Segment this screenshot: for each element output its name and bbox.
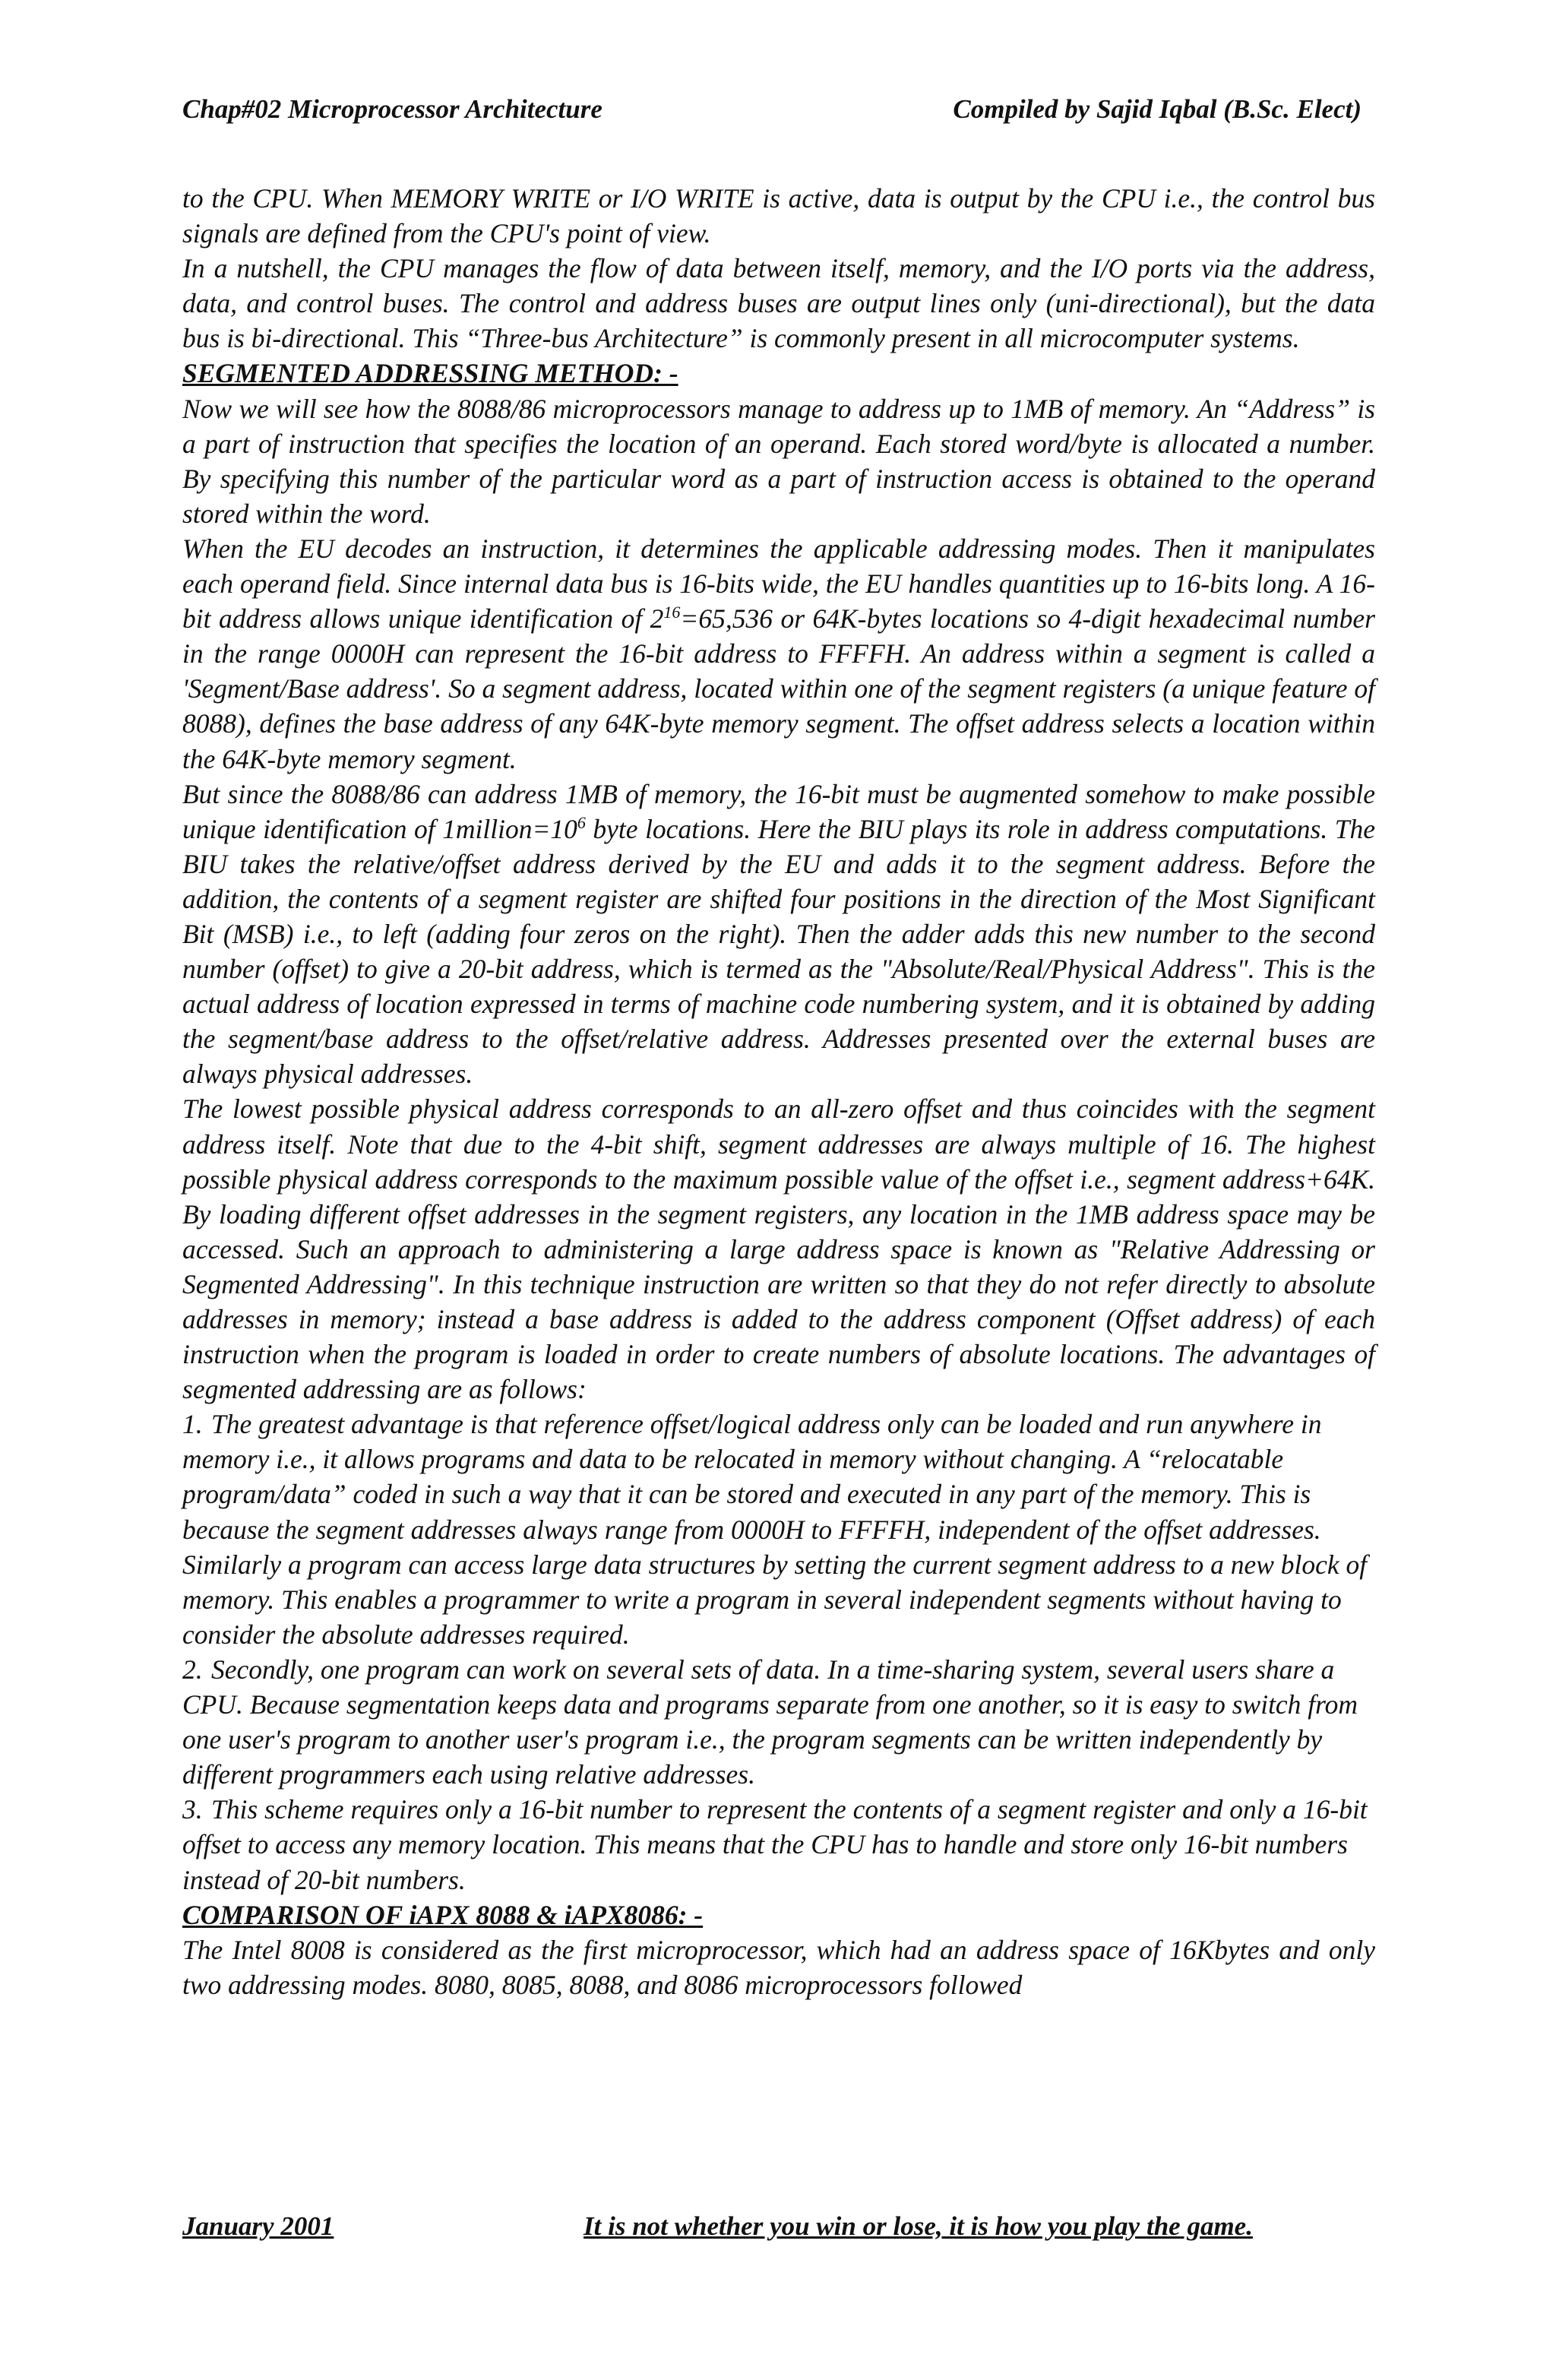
paragraph-biu-computation: [182, 777, 1375, 1092]
paragraph-lowest-address: The lowest possible physical address corresponds to an all-zero offset and thus coincides with the segment address itself. Note that due to the 4-bit shift, segment addresses are always multiple of 16. The highest possible physical address corresponds to the maximum possible value of the offset i.e., segment address+64K. By loading different offset addresses in the segment registers, any location in the 1MB address space may be accessed. Such an approach to administering a large address space is known as "Relative Addressing or Segmented Addressing". In this technique instruction are written so that they do not refer directly to absolute addresses in memory; instead a base address is added to the address component (Offset address) of each instruction when the program is loaded in order to create numbers of absolute locations. The advantages of segmented addressing are as follows:: [182, 1093, 1375, 1405]
list-item-advantage-3: [182, 1792, 1375, 1897]
section-heading-segmented-addressing: [182, 356, 1375, 391]
section-heading-text: COMPARISON OF iAPX 8088 & iAPX8086: [182, 1899, 678, 1930]
paragraph-control-bus: to the CPU. When MEMORY WRITE or I/O WRITE is active, data is output by the CPU i.e., the control bus signals are defined from the CPU's point of view.: [182, 183, 1375, 249]
text-run: byte locations. Here the BIU plays its role in address computations. The BIU takes the relative/offset address derived by the EU and adds it to the segment address. Before the addition, the contents of a segment register are shifted four positions in the direction of the Most Significant Bit (MSB) i.e., to left (adding four zeros on the right). Then the adder adds this new number to the second number (offset) to give a 20-bit address, which is termed as the "Absolute/Real/Physical Address". This is the actual address of location expressed in terms of machine code numbering system, and it is obtained by adding the segment/base address to the offset/relative address. Addresses presented over the external buses are always physical addresses.: [182, 813, 1375, 1090]
header-compiler-credit: Compiled by Sajid Iqbal (B.Sc. Elect): [953, 94, 1362, 124]
section-heading-tail: : -: [653, 358, 678, 389]
paragraph-three-bus: In a nutshell, the CPU manages the flow of data between itself, memory, and the I/O ports via the address, data, and control buses. The control and address buses are output lines only (uni-directional), but the data bus is bi-directional. This “Three-bus Architecture” is commonly present in all microcomputer systems.: [182, 253, 1375, 354]
paragraph-eu-decodes: [182, 531, 1375, 777]
body-text: [182, 181, 1375, 2002]
superscript: 16: [663, 603, 681, 622]
paragraph-intel-8008: The Intel 8008 is considered as the first microprocessor, which had an address space of 16Kbytes and only two addressing modes. 8080, 8085, 8088, and 8086 microprocessors followed: [182, 1934, 1375, 2000]
section-heading-comparison: [182, 1897, 1375, 1932]
list-item-text: This scheme requires only a 16-bit number to represent the contents of a segment register and only a 16-bit offset to access any memory location. This means that the CPU has to handle and store only 16-bit numbers instead of 20-bit numbers.: [182, 1794, 1368, 1895]
list-number: 2.: [182, 1654, 203, 1685]
header-chapter-title: Chap#02 Microprocessor Architecture: [182, 94, 602, 124]
footer-quote: It is not whether you win or lose, it is how you play the game.: [584, 2211, 1253, 2241]
section-heading-text: SEGMENTED ADDRESSING METHOD: [182, 358, 654, 389]
paragraph-address-definition: Now we will see how the 8088/86 microprocessors manage to address up to 1MB of memory. An “Address” is a part of instruction that specifies the location of an operand. Each stored word/byte is allocated a number. By specifying this number of the particular word as a part of instruction access is obtained to the operand stored within the word.: [182, 393, 1375, 529]
superscript: 6: [577, 812, 586, 832]
text-run: When the EU decodes an instruction, it determines the applicable addressing modes. Then it manipulates each operand field. Since internal data bus is 16-bits wide, the EU handles quantities up to 16-bits long. A 16-bit address allows unique identification of 2: [182, 533, 1375, 635]
footer-date: January 2001: [182, 2211, 334, 2241]
list-item-advantage-2: [182, 1652, 1375, 1792]
list-item-text: Secondly, one program can work on several sets of data. In a time-sharing system, several users share a CPU. Because segmentation keeps data and programs separate from one another, so it is easy to switch from one user's program to another user's program i.e., the program segments can be written independently by different programmers each using relative addresses.: [182, 1654, 1358, 1790]
section-heading-tail: : -: [678, 1899, 704, 1930]
list-number: 3.: [182, 1794, 203, 1825]
list-item-advantage-1: [182, 1407, 1375, 1652]
list-number: 1.: [182, 1409, 203, 1440]
text-run: But since the 8088/86 can address 1MB of memory, the 16-bit must be augmented somehow to make possible unique identification of 1million=10: [182, 778, 1375, 844]
text-run: =65,536 or 64K-bytes locations so 4-digit hexadecimal number in the range 0000H can represent the 16-bit address to FFFFH. An address within a segment is called a 'Segment/Base address'. So a segment address, located within one of the segment registers (a unique feature of 8088), defines the base address of any 64K-byte memory segment. The offset address selects a location within the 64K-byte memory segment.: [182, 603, 1376, 774]
list-item-text: The greatest advantage is that reference offset/logical address only can be loaded and run anywhere in memory i.e., it allows programs and data to be relocated in memory without changing. A “relocatable program/data” coded in such a way that it can be stored and executed in any part of the memory. This is because the segment addresses always range from 0000H to FFFFH, independent of the offset addresses. Similarly a program can access large data structures by setting the current segment address to a new block of memory. This enables a programmer to write a program in several independent segments without having to consider the absolute addresses required.: [182, 1409, 1368, 1650]
